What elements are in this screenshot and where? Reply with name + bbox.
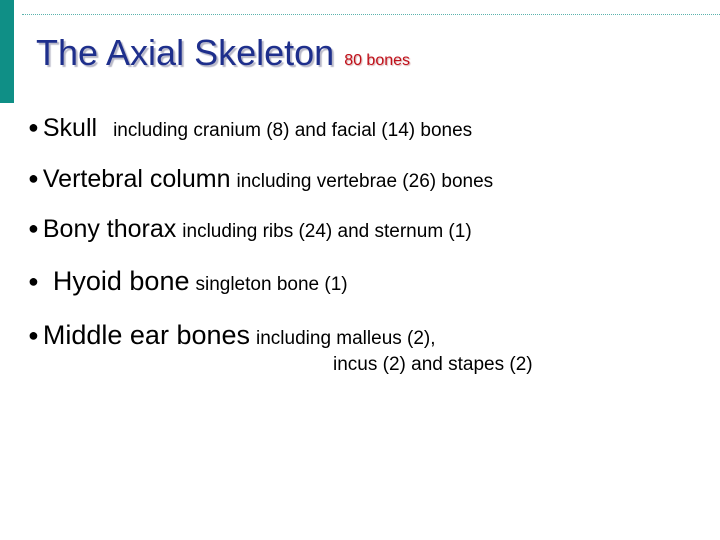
title-subtitle: 80 bones bbox=[344, 52, 411, 69]
slide-title bbox=[36, 32, 410, 74]
list-item-bony-thorax bbox=[28, 215, 472, 244]
item-detail: including cranium (8) and facial (14) bones bbox=[113, 120, 473, 141]
bullet-icon: ● bbox=[28, 117, 39, 137]
item-main: Bony thorax bbox=[42, 215, 177, 243]
item-detail: including malleus (2), bbox=[256, 328, 436, 349]
list-item-middle-ear-bones-continued bbox=[333, 354, 533, 376]
item-main: Vertebral column bbox=[42, 165, 231, 193]
bullet-icon: ● bbox=[28, 271, 39, 291]
accent-bar bbox=[0, 0, 14, 103]
bullet-icon: ● bbox=[28, 325, 39, 345]
item-main: Hyoid bone bbox=[52, 266, 190, 296]
list-item-hyoid-bone bbox=[28, 266, 348, 297]
title-text: The Axial Skeleton bbox=[36, 32, 335, 73]
item-main: Skull bbox=[42, 114, 98, 142]
bullet-icon: ● bbox=[28, 218, 39, 238]
item-detail: including ribs (24) and sternum (1) bbox=[182, 221, 472, 242]
top-divider bbox=[22, 14, 720, 15]
list-item-middle-ear-bones bbox=[28, 320, 436, 351]
item-detail: singleton bone (1) bbox=[195, 274, 348, 295]
list-item-vertebral-column bbox=[28, 165, 493, 194]
bullet-icon: ● bbox=[28, 168, 39, 188]
item-detail: including vertebrae (26) bones bbox=[236, 171, 494, 192]
item-main: Middle ear bones bbox=[42, 320, 251, 350]
list-item-skull bbox=[28, 114, 472, 143]
item-detail-continued: incus (2) and stapes (2) bbox=[333, 354, 533, 375]
